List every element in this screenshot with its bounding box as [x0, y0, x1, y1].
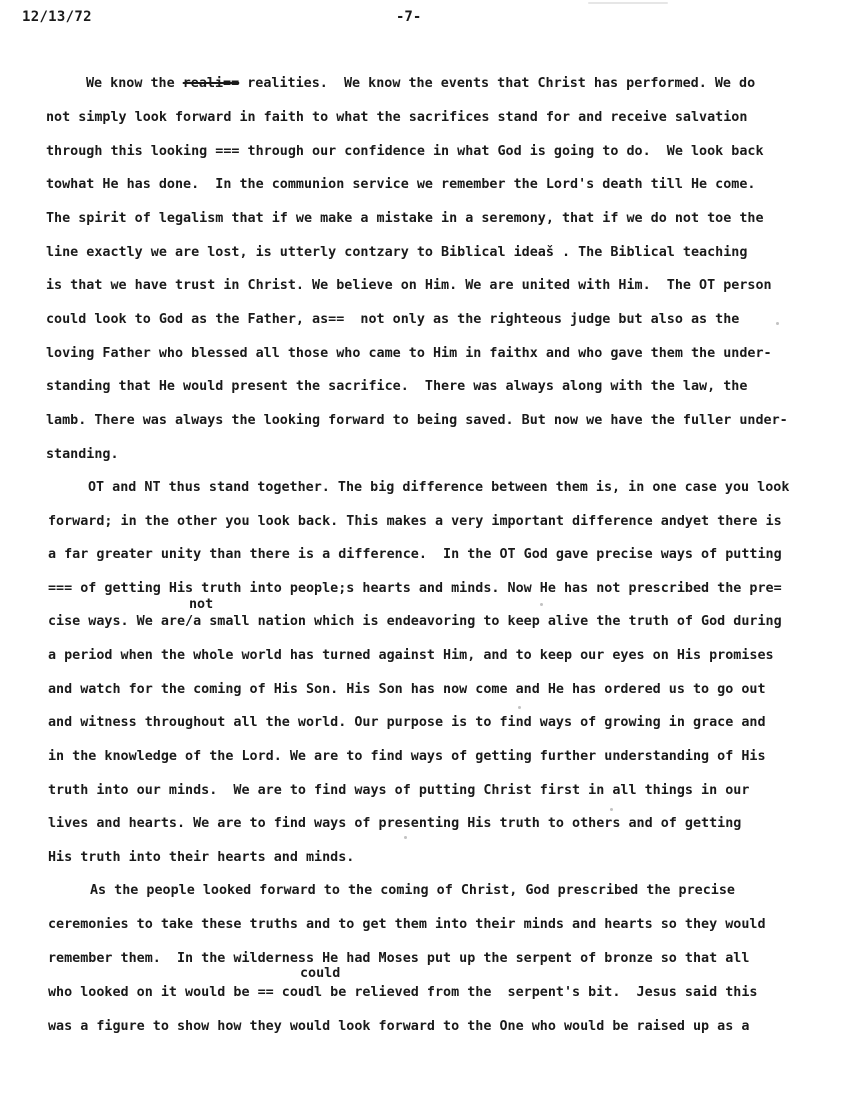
paragraph-3-line-3: remember them. In the wilderness He had Moses put up the serpent of bronze so that all — [48, 951, 750, 966]
scan-smudge — [588, 2, 668, 4]
scan-smudge — [610, 808, 613, 811]
interlinear-insertion-could: could — [300, 966, 341, 981]
paragraph-1-line-8: could look to God as the Father, as== not only as the righteous judge but also as the — [46, 312, 740, 327]
paragraph-1-line-5: The spirit of legalism that if we make a mistake in a seremony, that if we do not toe the — [46, 211, 764, 226]
paragraph-1-line-12: standing. — [46, 447, 119, 462]
paragraph-2-line-4: === of getting His truth into people;s hearts and minds. Now He has not prescribed the pre= — [48, 581, 782, 596]
scan-smudge — [776, 322, 779, 325]
struck-out-text: reali== — [182, 76, 240, 91]
paragraph-3-line-2: ceremonies to take these truths and to get them into their minds and hearts so they would — [48, 917, 766, 932]
paragraph-1-line-9: loving Father who blessed all those who came to Him in faithx and who gave them the under- — [46, 346, 772, 361]
line-text: We know the — [86, 76, 183, 91]
paragraph-2-line-7: and watch for the coming of His Son. His Son has now come and He has ordered us to go out — [48, 682, 766, 697]
paragraph-2-line-11: lives and hearts. We are to find ways of presenting His truth to others and of getting — [48, 816, 742, 831]
paragraph-2-line-8: and witness throughout all the world. Our purpose is to find ways of growing in grace and — [48, 715, 766, 730]
interlinear-insertion-not: not — [189, 597, 214, 612]
paragraph-2-line-6: a period when the whole world has turned against Him, and to keep our eyes on His promises — [48, 648, 774, 663]
paragraph-2-line-12: His truth into their hearts and minds. — [48, 850, 355, 865]
paragraph-2-line-2: forward; in the other you look back. This makes a very important difference andyet there is — [48, 514, 782, 529]
paragraph-3-line-1: As the people looked forward to the coming of Christ, God prescribed the precise — [90, 883, 735, 898]
paragraph-1-line-7: is that we have trust in Christ. We believe on Him. We are united with Him. The OT person — [46, 278, 772, 293]
paragraph-2-line-5: cise ways. We are/a small nation which is endeavoring to keep alive the truth of God during — [48, 614, 782, 629]
page-number: -7- — [396, 9, 422, 25]
scan-smudge — [518, 706, 521, 709]
line-text: realities. We know the events that Christ has performed. We do — [239, 76, 756, 91]
scan-smudge — [540, 603, 543, 606]
paragraph-1-line-4: towhat He has done. In the communion service we remember the Lord's death till He come. — [46, 177, 756, 192]
paragraph-2-line-1: OT and NT thus stand together. The big difference between them is, in one case you look — [88, 480, 790, 495]
paragraph-2-line-9: in the knowledge of the Lord. We are to find ways of getting further understanding of His — [48, 749, 766, 764]
paragraph-1-line-3: through this looking === through our confidence in what God is going to do. We look back — [46, 144, 764, 159]
paragraph-1-line-6: line exactly we are lost, is utterly contzary to Biblical ideaš . The Biblical teaching — [46, 245, 748, 260]
paragraph-3-line-4: who looked on it would be == coudl be relieved from the serpent's bit. Jesus said this — [48, 985, 758, 1000]
paragraph-1-line-2: not simply look forward in faith to what the sacrifices stand for and receive salvation — [46, 110, 748, 125]
page-date: 12/13/72 — [22, 9, 92, 25]
paragraph-1-line-11: lamb. There was always the looking forward to being saved. But now we have the fuller under- — [46, 413, 788, 428]
paragraph-1-line-1 — [86, 76, 755, 92]
paragraph-3-line-5: was a figure to show how they would look forward to the One who would be raised up as a — [48, 1019, 750, 1034]
paragraph-2-line-3: a far greater unity than there is a difference. In the OT God gave precise ways of putting — [48, 547, 782, 562]
paragraph-1-line-10: standing that He would present the sacrifice. There was always along with the law, the — [46, 379, 748, 394]
scan-smudge — [404, 836, 407, 839]
paragraph-2-line-10: truth into our minds. We are to find ways of putting Christ first in all things in our — [48, 783, 750, 798]
